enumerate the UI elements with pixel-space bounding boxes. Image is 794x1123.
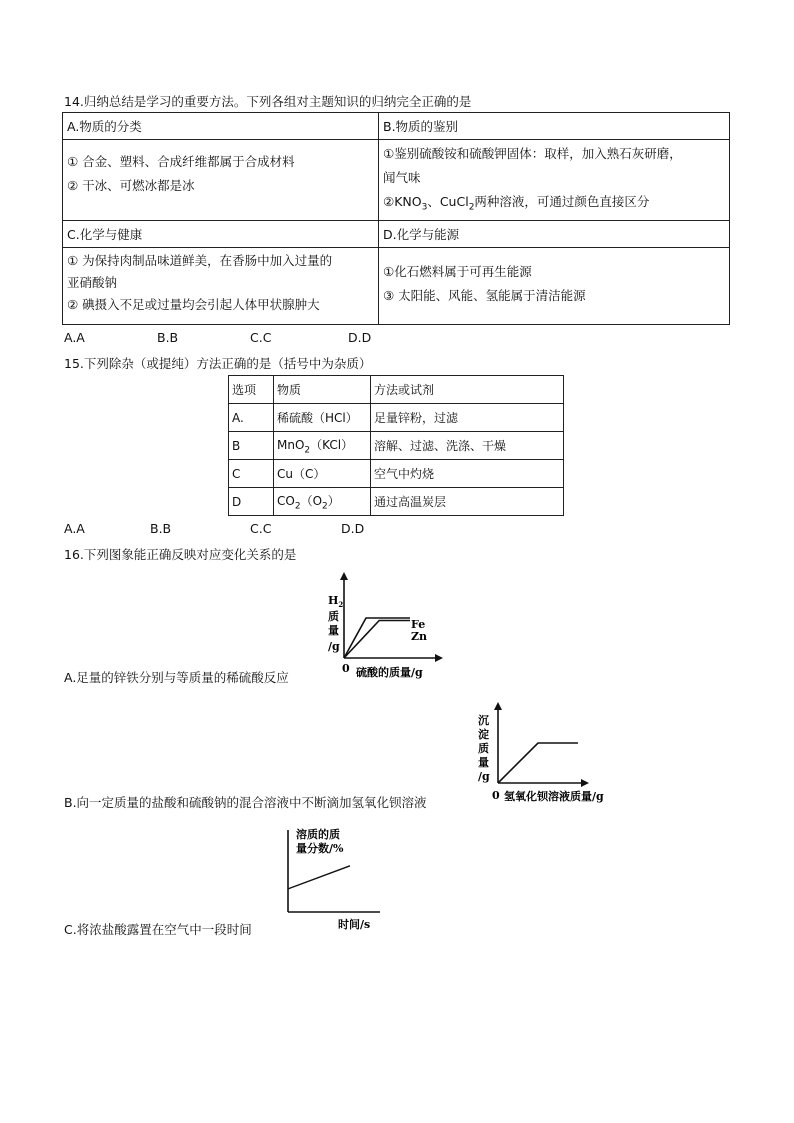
chart-b-x-arrow-icon (581, 779, 589, 787)
q15-row-c-method: 空气中灼烧 (371, 460, 564, 488)
q14-a-content (63, 140, 379, 221)
q14-b-content (379, 140, 730, 221)
q15-row-d-method: 通过高温炭层 (371, 488, 564, 516)
chart-a-ylabel-2: 质 (328, 610, 339, 623)
chart-c (282, 822, 392, 932)
chart-a-x-arrow-icon (435, 654, 443, 662)
table-row (229, 432, 564, 460)
chart-b-origin: 0 (492, 789, 500, 802)
q14-d-line1: ①化石燃料属于可再生能源 (383, 263, 532, 279)
chart-c-ylabel-1: 溶质的质 (296, 828, 340, 841)
chart-b-ylabel-5: /g (478, 770, 490, 783)
chart-c-ylabel-2: 量分数/% (296, 842, 344, 855)
chart-b-series (498, 743, 578, 783)
chart-a-ylabel-1: $H_2$ (328, 594, 344, 609)
q14-c-title: C.化学与健康 (63, 220, 379, 247)
q14-table (62, 112, 730, 325)
q15-row-a-method: 足量锌粉，过滤 (371, 404, 564, 432)
chart-b-ylabel-1: 沉 (478, 714, 489, 727)
chart-a-y-arrow-icon (340, 572, 348, 580)
q14-b-title: B.物质的鉴别 (379, 113, 730, 140)
q14-option-a[interactable]: A.A (64, 330, 85, 345)
chart-a-legend-fe: Fe (411, 618, 426, 631)
q14-c-line3: ② 碘摄入不足或过量均会引起人体甲状腺肿大 (67, 296, 320, 312)
q15-header-substance: 物质 (274, 376, 371, 404)
chart-b-xlabel: 氢氧化钡溶液质量/g (504, 790, 604, 803)
q14-b-line1: ①鉴别硫酸铵和硫酸钾固体：取样，加入熟石灰研磨， (383, 146, 682, 161)
chart-b-ylabel-2: 淀 (478, 728, 489, 741)
q16-stem: 16.下列图象能正确反映对应变化关系的是 (64, 547, 297, 562)
q14-a-line2: ② 干冰、可燃冰都是冰 (67, 178, 195, 193)
q14-option-b[interactable]: B.B (157, 330, 179, 345)
chart-c-xlabel: 时间/s (338, 918, 371, 931)
q15-header-method: 方法或试剂 (371, 376, 564, 404)
q15-row-b-method: 溶解、过滤、洗涤、干燥 (371, 432, 564, 460)
table-row (229, 404, 564, 432)
table-row (229, 460, 564, 488)
q16-a-text: A.足量的锌铁分别与等质量的稀硫酸反应 (64, 670, 289, 685)
q14-d-title: D.化学与能源 (379, 220, 730, 247)
q16-c-text: C.将浓盐酸露置在空气中一段时间 (64, 922, 252, 937)
q14-option-c[interactable]: C.C (250, 330, 272, 345)
q15-option-c[interactable]: C.C (250, 521, 272, 536)
chart-c-series (288, 866, 350, 889)
q14-c-content (63, 247, 379, 324)
q15-table (228, 375, 564, 516)
q14-b-line3: $②KNO_3$、CuCl$_2$两种溶液，可通过颜色直接区分 (383, 194, 650, 213)
chart-a-xlabel: 硫酸的质量/g (356, 666, 423, 679)
q14-b-line2: 闻气味 (383, 170, 421, 185)
q15-row-c-substance: Cu（C） (274, 460, 371, 488)
chart-a (318, 570, 448, 685)
chart-a-origin: 0 (342, 662, 350, 675)
q15-option-b[interactable]: B.B (150, 521, 172, 536)
chart-a-ylabel-3: 量 (328, 624, 339, 637)
chart-b-ylabel-3: 质 (478, 742, 489, 755)
q15-row-c-option: C (229, 460, 274, 488)
chart-b (476, 700, 626, 808)
q14-a-title: A.物质的分类 (63, 113, 379, 140)
chart-a-ylabel-4: /g (328, 640, 340, 653)
q14-stem: 14.归纳总结是学习的重要方法。下列各组对主题知识的归纳完全正确的是 (64, 94, 472, 109)
chart-b-ylabel-4: 量 (478, 756, 489, 769)
q14-c-line2: 亚硝酸钠 (67, 274, 118, 290)
q14-option-d[interactable]: D.D (348, 330, 372, 345)
table-row (229, 488, 564, 516)
q15-row-a-substance: 稀硫酸（HCl） (274, 404, 371, 432)
chart-b-y-arrow-icon (494, 702, 502, 710)
q15-option-a[interactable]: A.A (64, 521, 85, 536)
q14-c-line1: ① 为保持肉制品味道鲜美，在香肠中加入过量的 (67, 252, 333, 268)
q15-row-d-option: D (229, 488, 274, 516)
q14-d-content (379, 247, 730, 324)
q15-row-d-substance: $CO_2(O_2)$ (274, 488, 371, 516)
q15-row-b-option: B (229, 432, 274, 460)
q15-row-a-option: A. (229, 404, 274, 432)
q16-b-text: B.向一定质量的盐酸和硫酸钠的混合溶液中不断滴加氢氧化钡溶液 (64, 795, 427, 810)
q15-option-d[interactable]: D.D (341, 521, 365, 536)
q15-stem: 15.下列除杂（或提纯）方法正确的是（括号中为杂质） (64, 356, 372, 371)
q15-row-b-substance: MnO$_2$（KCl） (274, 432, 371, 460)
q14-d-line2: ③ 太阳能、风能、氢能属于清洁能源 (383, 287, 586, 303)
chart-a-legend-zn: Zn (411, 630, 428, 643)
q14-a-line1: ① 合金、塑料、合成纤维都属于合成材料 (67, 154, 295, 169)
q15-header-option: 选项 (229, 376, 274, 404)
